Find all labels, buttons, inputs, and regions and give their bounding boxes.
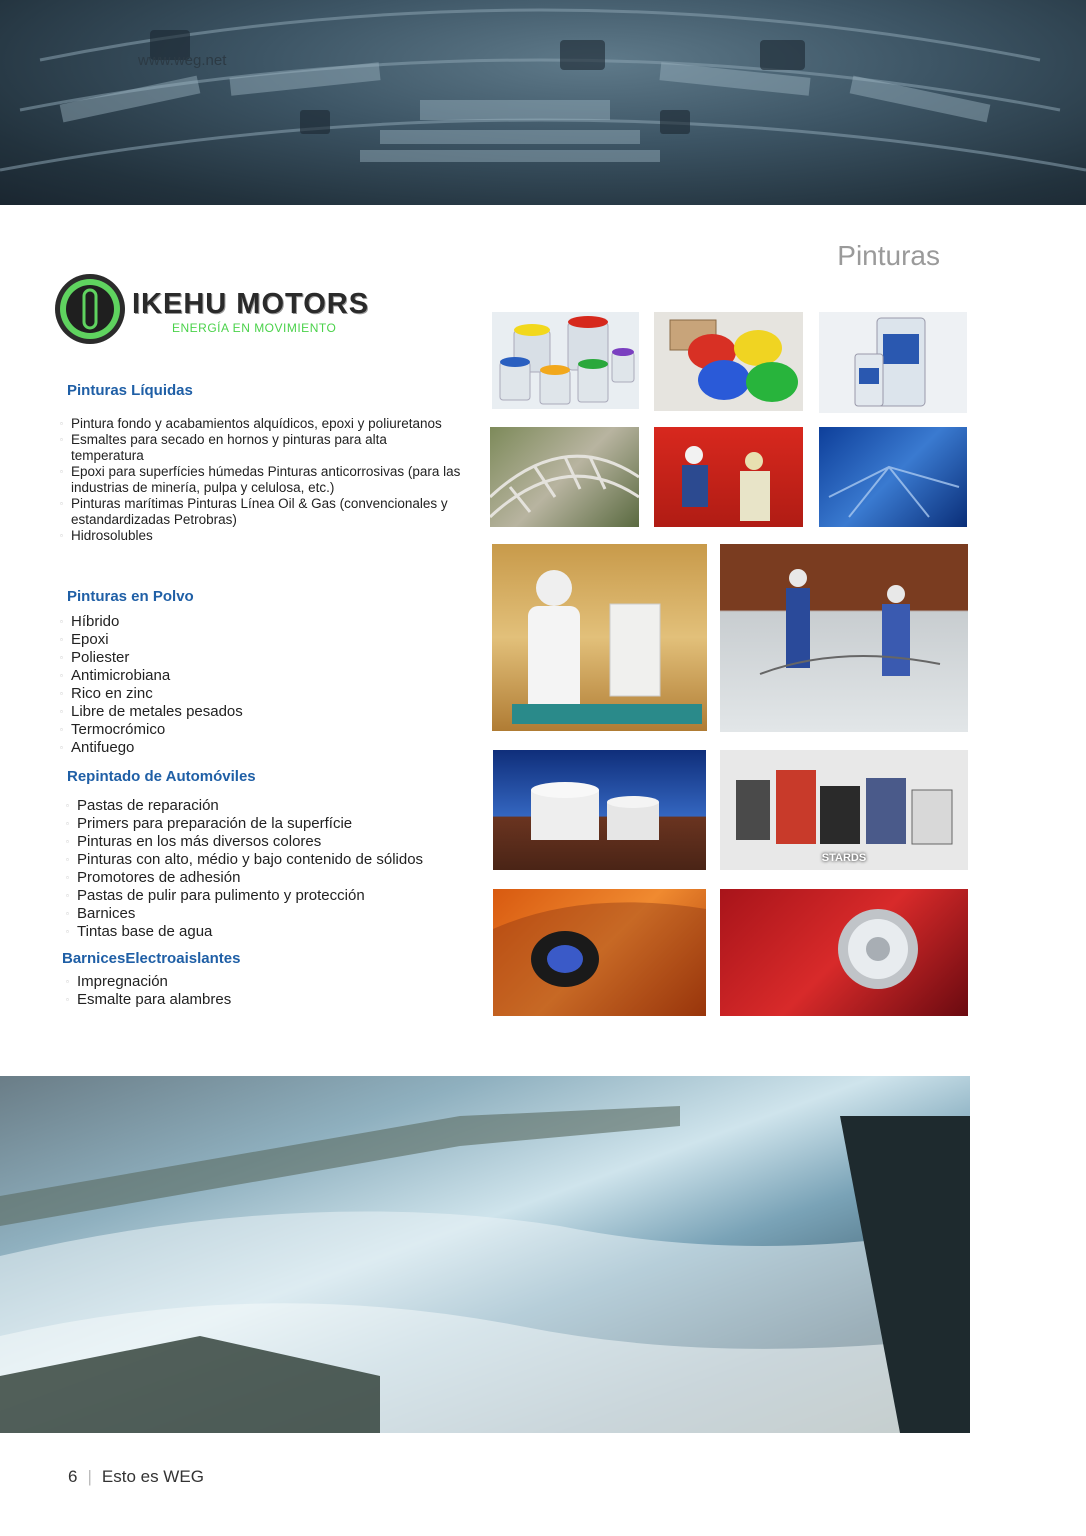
list-item: ▫ Epoxi para superfícies húmedas Pinturas anticorrosivas (para las industrias de minería, pulpa y celulosa, etc.): [67, 464, 462, 496]
ikehu-motors-logo: [52, 270, 392, 350]
footer-photo-dam-spillway: [0, 1076, 970, 1433]
category-title-liquid-paints: Pinturas Líquidas: [67, 382, 193, 399]
list-item: ▫ Termocrómico: [67, 721, 462, 739]
red-car-headlight-illustration: [720, 889, 968, 1016]
car-refinish-list: [73, 797, 468, 941]
photo-weg-cans: [819, 312, 967, 413]
list-item: ▫ Antimicrobiana: [67, 667, 462, 685]
list-item: ▫ Impregnación: [73, 973, 468, 991]
list-item: ▫ Antifuego: [67, 739, 462, 757]
list-item: ▫ Barnices: [73, 905, 468, 923]
floor-coating-illustration: [720, 544, 968, 732]
photo-refinish-products: [720, 750, 968, 870]
steel-structure-illustration: [490, 427, 639, 527]
footer-title: Esto es WEG: [101, 1467, 204, 1486]
list-item: ▫ Epoxi: [67, 631, 462, 649]
category-title-insulating-varnishes: BarnicesElectroaislantes: [62, 950, 241, 967]
logo-name: IKEHU MOTORS: [132, 288, 370, 320]
powder-pigments-illustration: [654, 312, 803, 411]
photo-floor-coating-workers: [720, 544, 968, 732]
liquid-paints-list: [67, 416, 462, 544]
category-title-car-refinish: Repintado de Automóviles: [67, 768, 256, 785]
list-item: ▫ Hidrosolubles: [67, 528, 462, 544]
logo-tagline: ENERGÍA EN MOVIMIENTO: [172, 321, 337, 335]
list-item: ▫ Pastas de reparación: [73, 797, 468, 815]
photo-powder-pigments: [654, 312, 803, 411]
brand-label: STARDS: [821, 852, 867, 864]
list-item: ▫ Promotores de adhesión: [73, 869, 468, 887]
list-item: ▫ Pinturas marítimas Pinturas Línea Oil & Gas (convencionales y estandardizadas Petrobras): [67, 496, 462, 528]
footer-separator: |: [87, 1467, 92, 1486]
machinery-illustration: [0, 0, 1086, 205]
page-footer: [68, 1467, 204, 1487]
photo-paint-cans: [492, 312, 639, 409]
list-item: ▫ Híbrido: [67, 613, 462, 631]
photo-workers-painting: [654, 427, 803, 527]
dam-spillway-illustration: [0, 1076, 970, 1433]
photo-steel-structure: [490, 427, 639, 527]
workers-painting-illustration: [654, 427, 803, 527]
list-item: ▫ Rico en zinc: [67, 685, 462, 703]
category-title-powder-paints: Pinturas en Polvo: [67, 588, 194, 605]
oil-tanks-illustration: [493, 750, 706, 870]
list-item: ▫ Tintas base de agua: [73, 923, 468, 941]
photo-blue-spray: [819, 427, 967, 527]
photo-powder-coating-worker: [492, 544, 707, 731]
list-item: ▫ Libre de metales pesados: [67, 703, 462, 721]
header-photo-machinery: [0, 0, 1086, 205]
weg-cans-illustration: [819, 312, 967, 413]
list-item: ▫ Pastas de pulir para pulimento y protección: [73, 887, 468, 905]
list-item: ▫ Pintura fondo y acabamientos alquídicos, epoxi y poliuretanos: [67, 416, 462, 432]
car-polishing-illustration: [493, 889, 706, 1016]
list-item: ▫ Poliester: [67, 649, 462, 667]
list-item: ▫ Pinturas en los más diversos colores: [73, 833, 468, 851]
list-item: ▫ Esmaltes para secado en hornos y pinturas para alta temperatura: [67, 432, 462, 464]
photo-car-polishing: [493, 889, 706, 1016]
photo-red-car-headlight: [720, 889, 968, 1016]
list-item: ▫ Esmalte para alambres: [73, 991, 468, 1009]
paint-cans-illustration: [492, 312, 639, 409]
logo-emblem-icon: [52, 270, 132, 350]
page-number: 6: [68, 1467, 78, 1486]
photo-oil-tanks: [493, 750, 706, 870]
insulating-varnishes-list: [73, 973, 468, 1009]
watermark-url: www.weg.net: [138, 52, 227, 69]
blue-spray-illustration: [819, 427, 967, 527]
powder-paints-list: [67, 613, 462, 757]
list-item: ▫ Pinturas con alto, médio y bajo contenido de sólidos: [73, 851, 468, 869]
page-title: Pinturas: [837, 240, 940, 271]
powder-coating-illustration: [492, 544, 707, 731]
list-item: ▫ Primers para preparación de la superfície: [73, 815, 468, 833]
